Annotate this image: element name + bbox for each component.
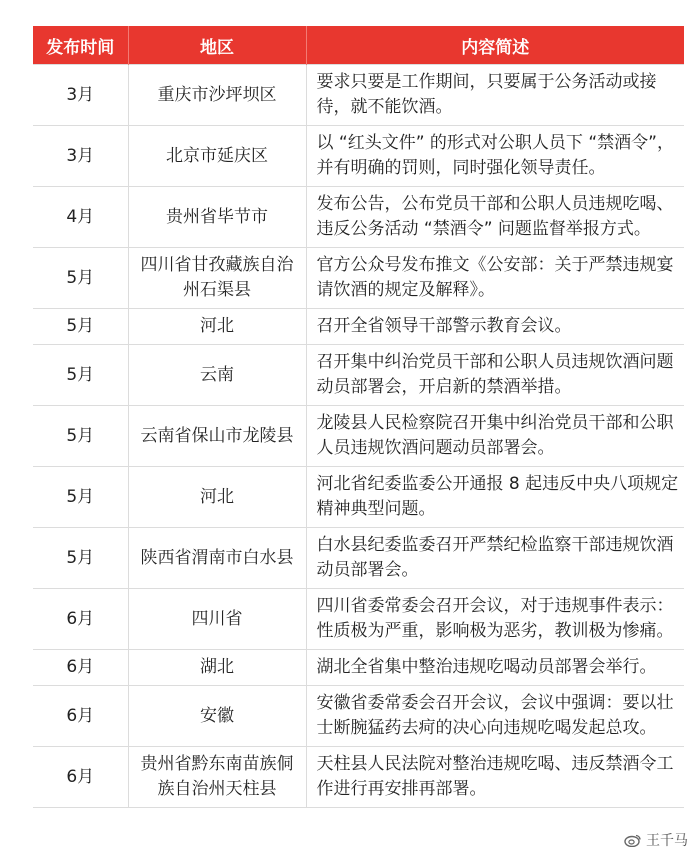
table-row xyxy=(33,747,684,808)
row-content: 召开全省领导干部警示教育会议。 xyxy=(306,309,684,345)
row-content: 白水县纪委监委召开严禁纪检监察干部违规饮酒动员部署会。 xyxy=(306,528,684,589)
row-region: 四川省 xyxy=(128,589,306,650)
row-time: 6月 xyxy=(33,747,128,808)
table-row xyxy=(33,126,684,187)
row-region: 北京市延庆区 xyxy=(128,126,306,187)
table-row xyxy=(33,65,684,126)
watermark xyxy=(624,830,688,850)
table-row xyxy=(33,686,684,747)
table-row xyxy=(33,248,684,309)
row-time: 5月 xyxy=(33,345,128,406)
table-row xyxy=(33,528,684,589)
header-region: 地区 xyxy=(128,26,306,65)
row-time: 3月 xyxy=(33,65,128,126)
row-time: 6月 xyxy=(33,650,128,686)
table-row xyxy=(33,467,684,528)
row-region: 河北 xyxy=(128,467,306,528)
row-time: 3月 xyxy=(33,126,128,187)
table-row xyxy=(33,187,684,248)
header-content: 内容简述 xyxy=(306,26,684,65)
table-row xyxy=(33,406,684,467)
row-time: 5月 xyxy=(33,309,128,345)
table-header xyxy=(33,26,684,65)
row-region: 云南省保山市龙陵县 xyxy=(128,406,306,467)
row-content: 要求只要是工作期间，只要属于公务活动或接待，就不能饮酒。 xyxy=(306,65,684,126)
row-content: 官方公众号发布推文《公安部：关于严禁违规宴请饮酒的规定及解释》。 xyxy=(306,248,684,309)
row-region: 云南 xyxy=(128,345,306,406)
row-content: 湖北全省集中整治违规吃喝动员部署会举行。 xyxy=(306,650,684,686)
header-time: 发布时间 xyxy=(33,26,128,65)
row-time: 4月 xyxy=(33,187,128,248)
row-content: 龙陵县人民检察院召开集中纠治党员干部和公职人员违规饮酒问题动员部署会。 xyxy=(306,406,684,467)
row-content: 召开集中纠治党员干部和公职人员违规饮酒问题动员部署会，开启新的禁酒举措。 xyxy=(306,345,684,406)
table-row xyxy=(33,309,684,345)
row-content: 天柱县人民法院对整治违规吃喝、违反禁酒令工作进行再安排再部署。 xyxy=(306,747,684,808)
row-time: 5月 xyxy=(33,528,128,589)
row-content: 以 “红头文件” 的形式对公职人员下 “禁酒令”，并有明确的罚则，同时强化领导责任。 xyxy=(306,126,684,187)
row-region: 陕西省渭南市白水县 xyxy=(128,528,306,589)
table-row xyxy=(33,345,684,406)
row-region: 安徽 xyxy=(128,686,306,747)
row-content: 四川省委常委会召开会议，对于违规事件表示：性质极为严重，影响极为恶劣，教训极为惨痛。 xyxy=(306,589,684,650)
policy-table xyxy=(33,26,684,808)
row-content: 安徽省委常委会召开会议，会议中强调：要以壮士断腕猛药去疴的决心向违规吃喝发起总攻。 xyxy=(306,686,684,747)
row-time: 6月 xyxy=(33,589,128,650)
table-row xyxy=(33,650,684,686)
row-region: 河北 xyxy=(128,309,306,345)
row-region: 贵州省毕节市 xyxy=(128,187,306,248)
row-region: 湖北 xyxy=(128,650,306,686)
row-region: 贵州省黔东南苗族侗族自治州天柱县 xyxy=(128,747,306,808)
row-time: 5月 xyxy=(33,406,128,467)
row-time: 6月 xyxy=(33,686,128,747)
row-time: 5月 xyxy=(33,248,128,309)
weibo-icon xyxy=(624,833,642,847)
row-region: 四川省甘孜藏族自治州石渠县 xyxy=(128,248,306,309)
table-body xyxy=(33,65,684,808)
watermark-text: 王千马 xyxy=(646,833,688,849)
table-row xyxy=(33,589,684,650)
row-region: 重庆市沙坪坝区 xyxy=(128,65,306,126)
row-content: 河北省纪委监委公开通报 8 起违反中央八项规定精神典型问题。 xyxy=(306,467,684,528)
row-time: 5月 xyxy=(33,467,128,528)
row-content: 发布公告，公布党员干部和公职人员违规吃喝、违反公务活动 “禁酒令” 问题监督举报方式。 xyxy=(306,187,684,248)
policy-table-container xyxy=(33,26,684,808)
